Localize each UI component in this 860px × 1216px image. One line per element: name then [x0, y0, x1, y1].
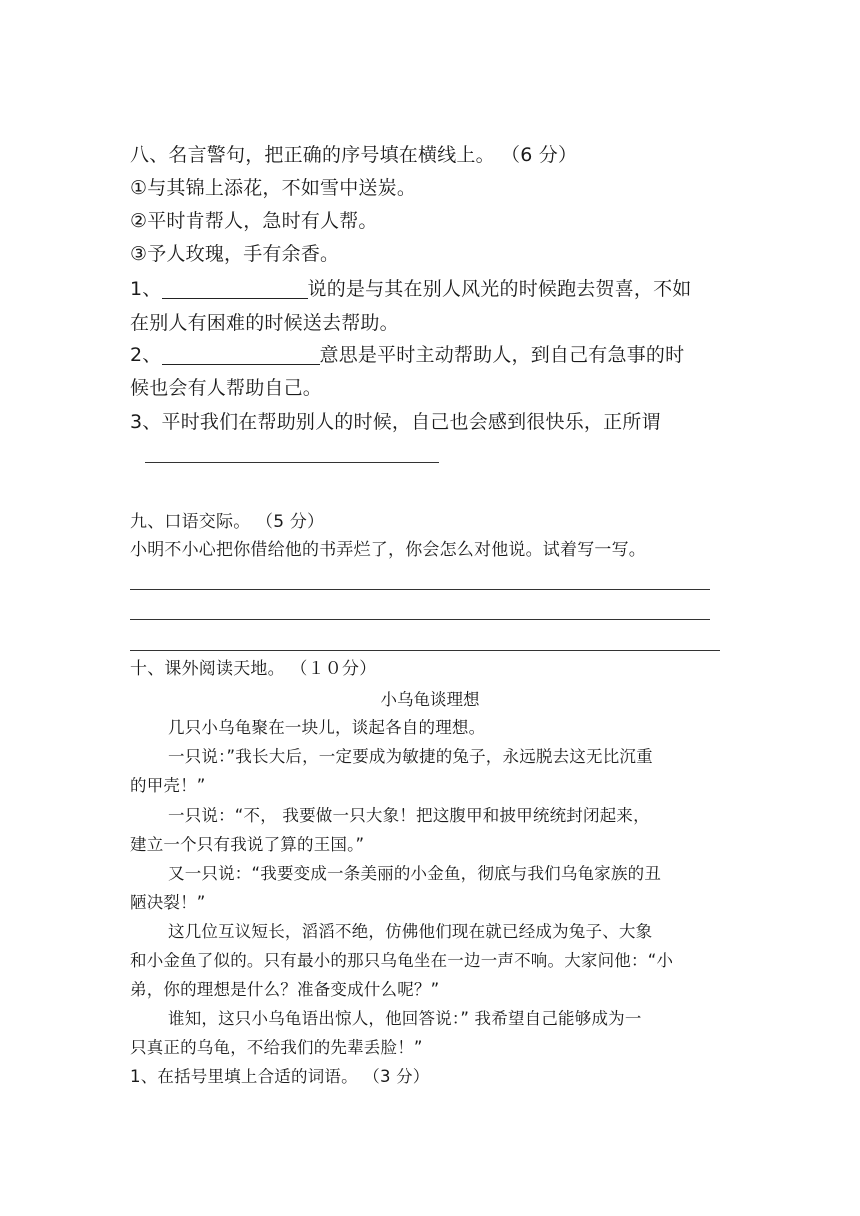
- writing-line-2[interactable]: [130, 619, 710, 620]
- section9-heading: 九、口语交际。 （5 分）: [130, 512, 325, 532]
- section8-option-1: ①与其锦上添花，不如雪中送炭。: [130, 177, 417, 199]
- story-line: 的甲壳！”: [130, 776, 206, 795]
- story-line: 陋决裂！”: [130, 893, 206, 912]
- section9-prompt: 小明不小心把你借给他的书弄烂了，你会怎么对他说。试着写一写。: [130, 540, 646, 560]
- story-line: 建立一个只有我说了算的王国。”: [130, 835, 365, 854]
- section8-option-2: ②平时肯帮人，急时有人帮。: [130, 210, 378, 232]
- section8-question-1-continued: 在别人有困难的时候送去帮助。: [130, 312, 399, 334]
- story-line: 谁知，这只小乌龟语出惊人，他回答说：” 我希望自己能够成为一: [168, 1009, 642, 1028]
- section8-question-2: [130, 342, 684, 368]
- story-line: 又一只说：“我要变成一条美丽的小金鱼，彻底与我们乌龟家族的丑: [168, 864, 662, 883]
- story-line: 几只小乌龟聚在一块儿，谈起各自的理想。: [168, 718, 486, 737]
- story-line: 只真正的乌龟，不给我们的先辈丢脸！”: [130, 1038, 423, 1057]
- answer-blank-2[interactable]: [162, 344, 320, 365]
- section10-heading: 十、课外阅读天地。 （１０分）: [130, 659, 377, 679]
- section8-question-2-continued: 候也会有人帮助自己。: [130, 377, 323, 399]
- question-1-text: 说的是与其在别人风光的时候跑去贺喜，不如: [307, 278, 692, 300]
- story-line: 这几位互议短长，滔滔不绝，仿佛他们现在就已经成为兔子、大象: [168, 922, 653, 941]
- question-1-number: 1、: [130, 278, 162, 300]
- answer-blank-1[interactable]: [162, 278, 308, 299]
- question-2-text: 意思是平时主动帮助人，到自己有急事的时: [319, 344, 685, 366]
- section8-question-3: 3、平时我们在帮助别人的时候，自己也会感到很快乐，正所谓: [130, 411, 661, 433]
- story-line: 弟，你的理想是什么？准备变成什么呢？”: [130, 980, 440, 999]
- writing-line-1[interactable]: [130, 589, 710, 590]
- story-line: 一只说：“不， 我要做一只大象！把这腹甲和披甲统统封闭起来，: [168, 806, 650, 825]
- answer-blank-3[interactable]: [145, 462, 439, 463]
- writing-line-3[interactable]: [130, 650, 720, 651]
- story-line: 一只说：”我长大后，一定要成为敏捷的兔子，永远脱去这无比沉重: [168, 747, 653, 766]
- section8-option-3: ③予人玫瑰，手有余香。: [130, 243, 340, 265]
- story-line: 和小金鱼了似的。只有最小的那只乌龟坐在一边一声不响。大家问他：“小: [130, 951, 674, 970]
- question-2-number: 2、: [130, 344, 162, 366]
- section10-question-1: 1、在括号里填上合适的词语。 （3 分）: [130, 1067, 430, 1086]
- story-title: 小乌龟谈理想: [380, 690, 480, 709]
- section8-heading: 八、名言警句，把正确的序号填在横线上。 （6 分）: [130, 144, 578, 166]
- section8-question-1: [130, 276, 692, 302]
